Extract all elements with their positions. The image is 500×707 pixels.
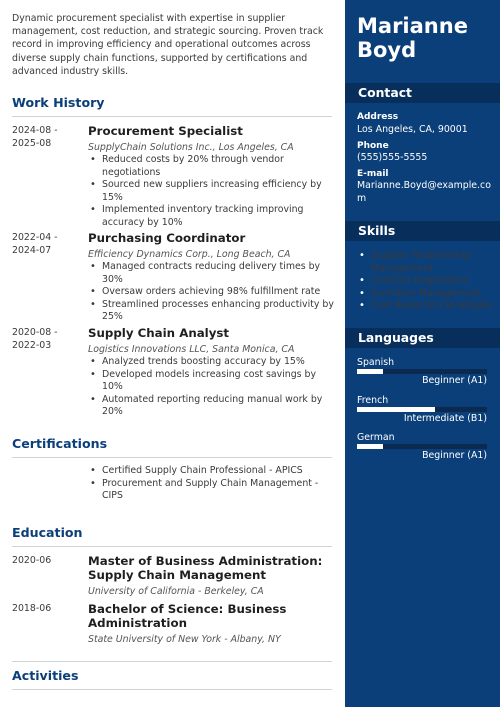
language-name: French xyxy=(357,395,389,406)
work-bullet: • Oversaw orders achieving 98% fulfillment rate xyxy=(88,286,334,299)
last-name: Boyd xyxy=(357,38,417,62)
work-date: 2022-04 - 2024-07 xyxy=(12,232,58,256)
skills-list xyxy=(357,250,497,313)
work-bullet: • Reduced costs by 20% through vendor negotiations xyxy=(88,154,334,179)
certification-bullets xyxy=(88,465,334,503)
work-date: 2020-08 - 2022-03 xyxy=(12,327,58,351)
education-details xyxy=(88,602,334,646)
job-title: Procurement Specialist xyxy=(88,124,243,138)
degree-title: Bachelor of Science: Business Administration xyxy=(88,602,287,630)
language-proficiency-fill xyxy=(357,369,383,374)
email-label: E-mail xyxy=(357,169,389,179)
job-title: Supply Chain Analyst xyxy=(88,326,230,340)
language-level: Beginner (A1) xyxy=(422,450,487,461)
work-details xyxy=(88,124,334,230)
language-level: Intermediate (B1) xyxy=(403,413,487,424)
work-bullets xyxy=(88,261,334,324)
language-proficiency-fill xyxy=(357,444,383,449)
degree-title: Master of Business Administration: Supply Chain Management xyxy=(88,554,323,582)
school-name: University of California - Berkeley, CA xyxy=(88,586,264,597)
work-bullet: • Managed contracts reducing delivery times by 30% xyxy=(88,261,334,286)
skill-item: • Supplier Relationship Management xyxy=(357,250,497,275)
education-date: 2020-06 xyxy=(12,555,52,566)
skill-item: • Cost Reduction Strategies xyxy=(357,300,497,313)
skill-item: • Contract Negotiation xyxy=(357,275,497,288)
work-bullet: • Developed models increasing cost savings by 10% xyxy=(88,369,334,394)
work-bullets xyxy=(88,154,334,230)
email-value: Marianne.Boyd@example.com xyxy=(357,180,491,204)
language-proficiency-bar xyxy=(357,369,487,374)
work-details xyxy=(88,326,334,419)
work-bullet: • Sourced new suppliers increasing efficiency by 15% xyxy=(88,179,334,204)
work-bullet: • Automated reporting reducing manual work by 20% xyxy=(88,394,334,419)
skills-heading: Skills xyxy=(345,221,500,241)
work-bullet: • Analyzed trends boosting accuracy by 15% xyxy=(88,356,334,369)
address-label: Address xyxy=(357,112,399,122)
address-value: Los Angeles, CA, 90001 xyxy=(357,124,468,135)
company-name: SupplyChain Solutions Inc., Los Angeles, CA xyxy=(88,142,294,153)
contact-heading: Contact xyxy=(345,83,500,103)
language-name: German xyxy=(357,432,395,443)
language-proficiency-bar xyxy=(357,407,487,412)
language-level: Beginner (A1) xyxy=(422,375,487,386)
skill-item: • Inventory Management xyxy=(357,288,497,301)
candidate-name xyxy=(357,14,468,62)
certification-item: • Procurement and Supply Chain Management - CIPS xyxy=(88,478,334,503)
work-bullet: • Streamlined processes enhancing productivity by 25% xyxy=(88,299,334,324)
work-date: 2024-08 - 2025-08 xyxy=(12,125,58,149)
language-name: Spanish xyxy=(357,357,395,368)
section-divider xyxy=(12,661,332,662)
certification-item: • Certified Supply Chain Professional - APICS xyxy=(88,465,334,478)
section-divider xyxy=(12,546,332,547)
education-date: 2018-06 xyxy=(12,603,52,614)
certifications-body xyxy=(88,465,334,503)
section-divider xyxy=(12,689,332,690)
language-proficiency-fill xyxy=(357,407,435,412)
section-title-activities: Activities xyxy=(12,668,79,683)
section-title-work-history: Work History xyxy=(12,95,105,110)
company-name: Efficiency Dynamics Corp., Long Beach, CA xyxy=(88,249,291,260)
phone-label: Phone xyxy=(357,141,389,151)
sidebar xyxy=(345,0,500,707)
languages-heading: Languages xyxy=(345,328,500,348)
education-details xyxy=(88,554,334,598)
work-bullet: • Implemented inventory tracking improving accuracy by 10% xyxy=(88,204,334,229)
section-title-certifications: Certifications xyxy=(12,436,108,451)
company-name: Logistics Innovations LLC, Santa Monica, CA xyxy=(88,344,295,355)
section-title-education: Education xyxy=(12,525,83,540)
school-name: State University of New York - Albany, NY xyxy=(88,634,281,645)
phone-value: (555)555-5555 xyxy=(357,152,428,163)
first-name: Marianne xyxy=(357,14,468,38)
summary-text: Dynamic procurement specialist with expertise in supplier management, cost reduction, and strategic sourcing. Proven track record in improving efficiency and operational outcomes across diverse supply chain functions, supported by certifications and advanced industry skills. xyxy=(12,13,324,77)
job-title: Purchasing Coordinator xyxy=(88,231,246,245)
work-bullets xyxy=(88,356,334,419)
section-divider xyxy=(12,116,332,117)
work-details xyxy=(88,231,334,324)
language-proficiency-bar xyxy=(357,444,487,449)
section-divider xyxy=(12,457,332,458)
